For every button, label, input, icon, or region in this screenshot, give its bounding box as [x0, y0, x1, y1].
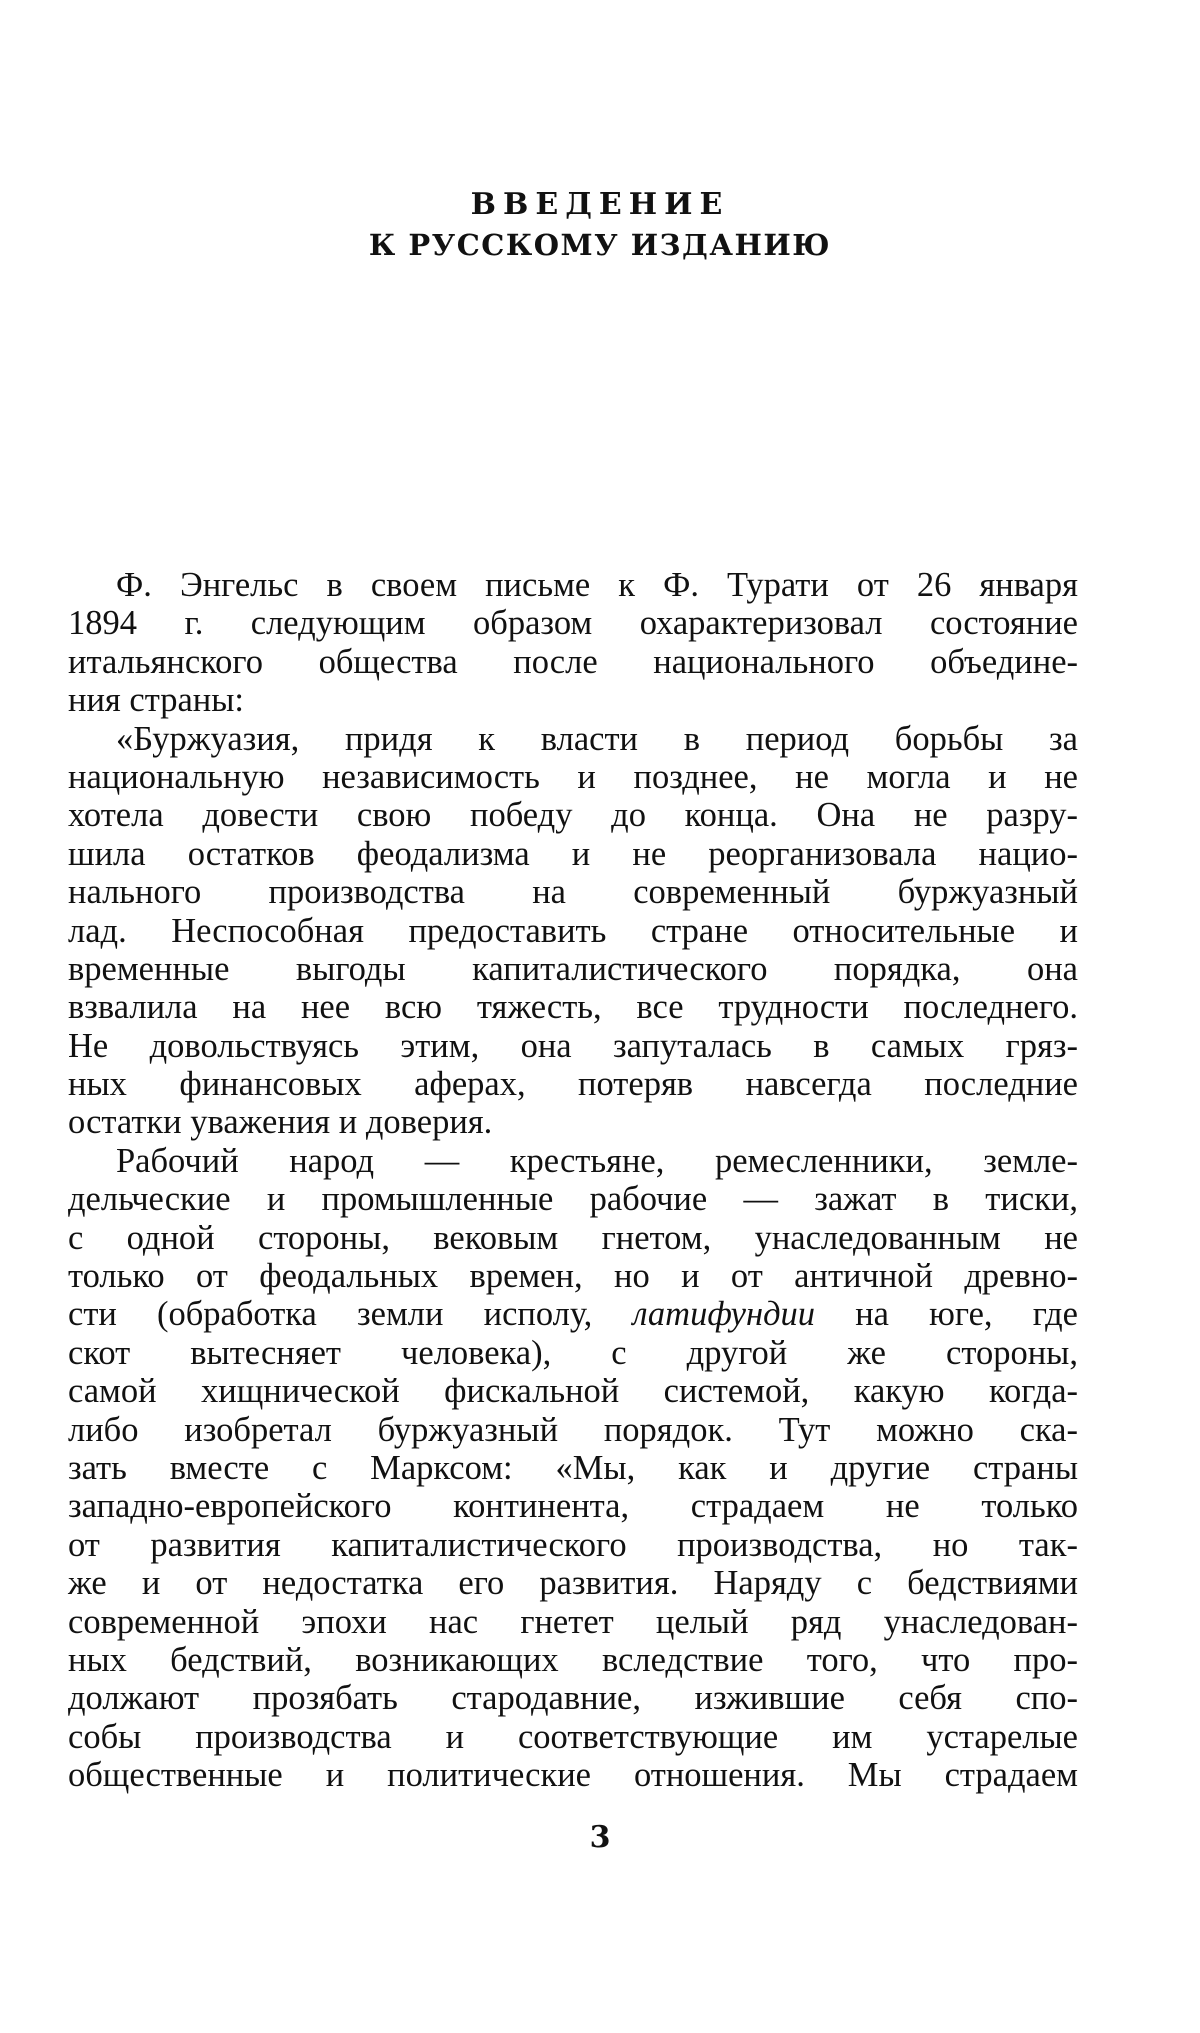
text-line: дельческие и промышленные рабочие — зажат в тиски,	[68, 1180, 1078, 1219]
heading-line-1: ВВЕДЕНИЕ	[470, 187, 730, 222]
text-line: ных бедствий, возникающих вследствие того, что про-	[68, 1640, 1078, 1679]
text-line: от развития капиталистического производства, но так-	[68, 1525, 1078, 1564]
text-line: 1894 г. следующим образом охарактеризовал состояние	[68, 604, 1078, 643]
text-line: либо изобретал буржуазный порядок. Тут можно ска-	[68, 1410, 1078, 1449]
text-line: зать вместе с Марксом: «Мы, как и другие страны	[68, 1448, 1078, 1487]
text-line: Не довольствуясь этим, она запуталась в самых гряз-	[68, 1026, 1078, 1065]
text-line: итальянского общества после национального объедине-	[68, 642, 1078, 681]
text-line: лад. Неспособная предоставить стране относительные и	[68, 911, 1078, 950]
text-line-with-italic	[68, 1295, 1078, 1333]
italic-term: латифундии	[632, 1295, 816, 1334]
text-line: «Буржуазия, придя к власти в период борьбы за	[116, 719, 1078, 758]
text-line: ных финансовых аферах, потеряв навсегда последние	[68, 1065, 1078, 1104]
text-line: взвалила на нее всю тяжесть, все трудности последнего.	[68, 988, 1078, 1027]
text-line: же и от недостатка его развития. Наряду с бедствиями	[68, 1564, 1078, 1603]
text-line: с одной стороны, вековым гнетом, унаследованным не	[68, 1218, 1078, 1257]
text-line: современной эпохи нас гнетет целый ряд унаследован-	[68, 1602, 1078, 1641]
text-line: временные выгоды капиталистического порядка, она	[68, 949, 1078, 988]
text-line: собы производства и соответствующие им устарелые	[68, 1717, 1078, 1756]
text-line: хотела довести свою победу до конца. Она не разру-	[68, 796, 1078, 835]
text-line: Ф. Энгельс в своем письме к Ф. Турати от 26 января	[116, 566, 1078, 604]
text-line: скот вытесняет человека), с другой же стороны,	[68, 1333, 1078, 1372]
text-line: шила остатков феодализма и не реорганизовала нацио-	[68, 834, 1078, 873]
text-line: ния страны:	[68, 681, 245, 720]
chapter-heading	[0, 185, 1200, 265]
text-segment: сти (обработка земли исполу,	[68, 1295, 633, 1334]
text-line: остатки уважения и доверия.	[68, 1103, 493, 1142]
text-line: западно-европейского континента, страдаем не только	[68, 1487, 1078, 1526]
text-segment: на юге, где	[815, 1295, 1078, 1334]
page-number: 3	[589, 1820, 611, 1855]
text-line: должают прозябать стародавние, изжившие себя спо-	[68, 1679, 1078, 1718]
text-line: только от феодальных времен, но и от античной древно-	[68, 1257, 1078, 1296]
body-text	[68, 566, 1078, 1795]
text-line: общественные и политические отношения. Мы страдаем	[68, 1756, 1078, 1795]
text-line: Рабочий народ — крестьяне, ремесленники, земле-	[116, 1141, 1078, 1180]
text-line: самой хищнической фискальной системой, какую когда-	[68, 1372, 1078, 1411]
heading-line-2: К РУССКОМУ ИЗДАНИЮ	[368, 228, 832, 262]
text-line: нального производства на современный буржуазный	[68, 873, 1078, 912]
text-line: национальную независимость и позднее, не могла и не	[68, 757, 1078, 796]
